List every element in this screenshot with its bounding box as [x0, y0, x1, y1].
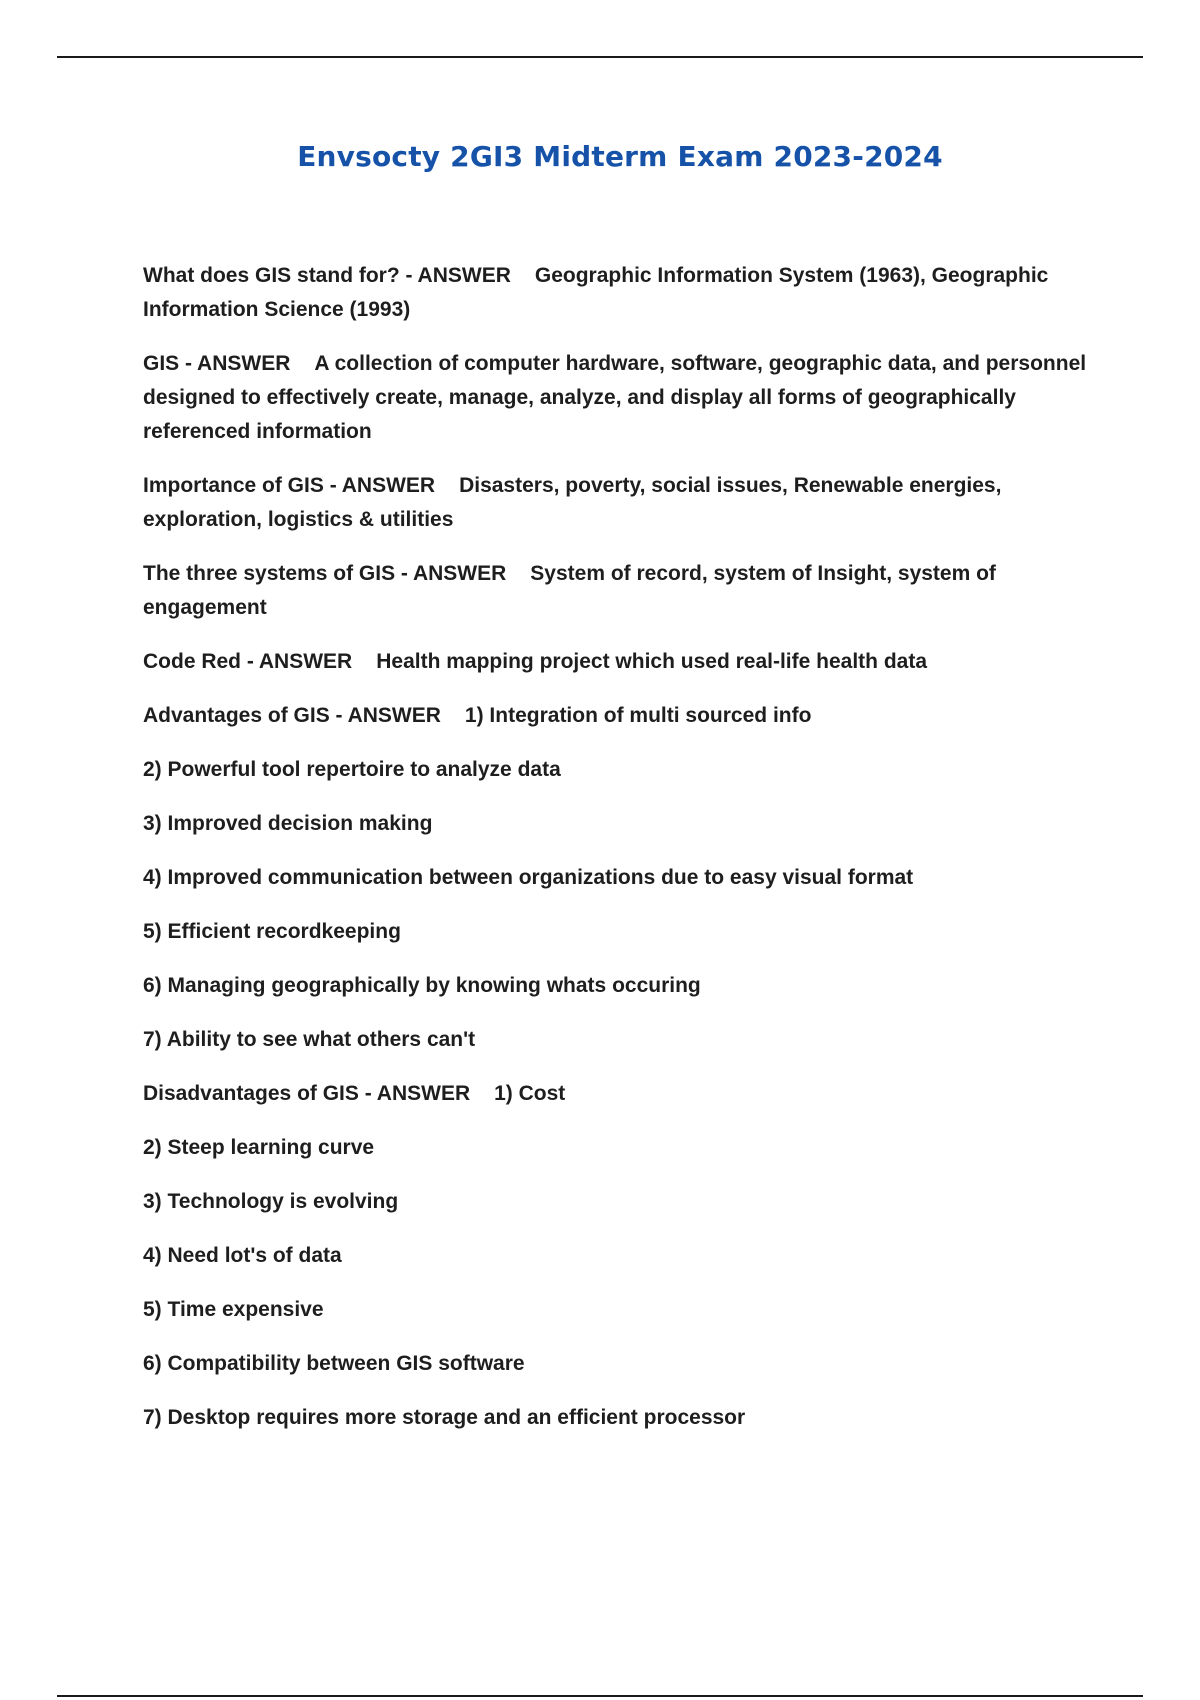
- list-item: 4) Improved communication between organizations due to easy visual format: [143, 866, 914, 889]
- answer-text: 1) Integration of multi sourced info: [464, 704, 812, 727]
- top-rule: [57, 56, 1143, 58]
- list-item: 2) Steep learning curve: [143, 1136, 375, 1159]
- question-text: Importance of GIS - ANSWER: [143, 474, 436, 497]
- list-item: 3) Improved decision making: [143, 812, 433, 835]
- question-text: The three systems of GIS - ANSWER: [143, 562, 507, 585]
- list-item: 3) Technology is evolving: [143, 1190, 399, 1213]
- question-text: GIS - ANSWER: [143, 352, 291, 375]
- list-item: 7) Ability to see what others can't: [143, 1028, 476, 1051]
- qa-entry: [143, 1077, 1103, 1111]
- answer-text: System of record, system of Insight, system of engagement: [143, 562, 996, 619]
- list-item: 2) Powerful tool repertoire to analyze data: [143, 758, 561, 781]
- qa-entry: [143, 469, 1103, 537]
- list-item: 7) Desktop requires more storage and an efficient processor: [143, 1406, 746, 1429]
- qa-entry: [143, 347, 1103, 449]
- qa-entry: [143, 259, 1103, 327]
- page-title: Envsocty 2GI3 Midterm Exam 2023-2024: [297, 140, 943, 173]
- question-text: Advantages of GIS - ANSWER: [143, 704, 441, 727]
- answer-text: Health mapping project which used real-life health data: [376, 650, 928, 673]
- qa-entry: [143, 557, 1103, 625]
- list-item: 6) Managing geographically by knowing whats occuring: [143, 974, 701, 997]
- list-item: 6) Compatibility between GIS software: [143, 1352, 525, 1375]
- list-item: 5) Time expensive: [143, 1298, 324, 1321]
- question-text: What does GIS stand for? - ANSWER: [143, 264, 511, 287]
- document-body: [143, 259, 1103, 1455]
- answer-text: A collection of computer hardware, software, geographic data, and personnel designed to effectively create, manage, analyze, and display all forms of geographically referenced information: [143, 352, 1087, 443]
- bottom-rule: [57, 1695, 1143, 1697]
- list-item: 5) Efficient recordkeeping: [143, 920, 401, 943]
- question-text: Code Red - ANSWER: [143, 650, 353, 673]
- answer-text: Disasters, poverty, social issues, Renewable energies, exploration, logistics & utilities: [143, 474, 1002, 531]
- question-text: Disadvantages of GIS - ANSWER: [143, 1082, 471, 1105]
- answer-text: 1) Cost: [494, 1082, 566, 1105]
- qa-entry: [143, 699, 1103, 733]
- list-item: 4) Need lot's of data: [143, 1244, 342, 1267]
- answer-text: Geographic Information System (1963), Geographic Information Science (1993): [143, 264, 1049, 321]
- qa-entry: [143, 645, 1103, 679]
